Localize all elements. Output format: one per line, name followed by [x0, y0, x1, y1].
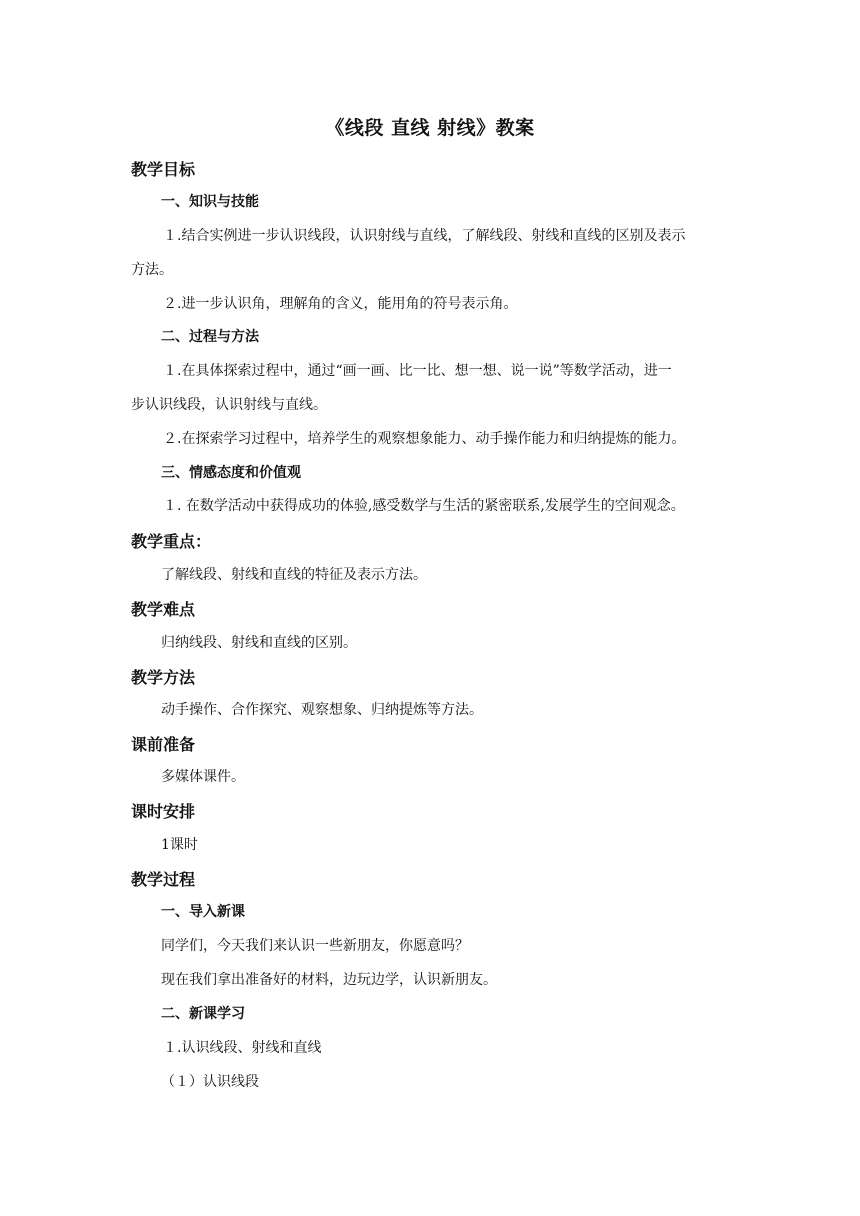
document-title: 《线段 直线 射线》教案: [325, 117, 535, 139]
process-item-1-line-2: 步认识线段，认识射线与直线。: [131, 397, 327, 413]
new-lesson-item-1: １.认识线段、射线和直线: [163, 1040, 322, 1056]
process-item-1-line-1: １.在具体探索过程中，通过“画一画、比一比、想一想、说一说”等数学活动，进一: [163, 363, 672, 379]
new-lesson-sub-item-1: （１）认识线段: [161, 1074, 259, 1090]
key-points-text: 了解线段、射线和直线的特征及表示方法。: [161, 567, 427, 583]
attitude-item-1: １. 在数学活动中获得成功的体验,感受数学与生活的紧密联系,发展学生的空间观念。: [163, 498, 685, 514]
subheading-process-methods: 二、过程与方法: [161, 329, 259, 345]
section-heading-methods: 教学方法: [131, 668, 196, 687]
subheading-attitude-values: 三、情感态度和价值观: [161, 465, 301, 481]
knowledge-item-2: ２.进一步认识角，理解角的含义，能用角的符号表示角。: [163, 296, 518, 312]
subheading-knowledge-skills: 一、知识与技能: [161, 194, 259, 210]
schedule-text: 1课时: [161, 837, 198, 853]
subheading-intro: 一、导入新课: [161, 904, 245, 920]
process-item-2: ２.在探索学习过程中，培养学生的观察想象能力、动手操作能力和归纳提炼的能力。: [163, 431, 686, 447]
section-heading-objectives: 教学目标: [131, 160, 196, 179]
intro-line-1: 同学们，今天我们来认识一些新朋友，你愿意吗？: [161, 938, 469, 954]
knowledge-item-1-line-2: 方法。: [131, 262, 173, 278]
methods-text: 动手操作、合作探究、观察想象、归纳提炼等方法。: [161, 702, 483, 718]
section-heading-procedure: 教学过程: [131, 870, 196, 889]
subheading-new-lesson: 二、新课学习: [161, 1006, 245, 1022]
section-heading-schedule: 课时安排: [131, 802, 196, 821]
section-heading-key-points: 教学重点：: [131, 532, 212, 551]
section-heading-difficulties: 教学难点: [131, 600, 196, 619]
difficulties-text: 归纳线段、射线和直线的区别。: [161, 635, 357, 651]
section-heading-preparation: 课前准备: [131, 735, 196, 754]
intro-line-2: 现在我们拿出准备好的材料，边玩边学，认识新朋友。: [161, 972, 497, 988]
knowledge-item-1-line-1: １.结合实例进一步认识线段，认识射线与直线，了解线段、射线和直线的区别及表示: [163, 228, 686, 244]
preparation-text: 多媒体课件。: [161, 769, 245, 785]
